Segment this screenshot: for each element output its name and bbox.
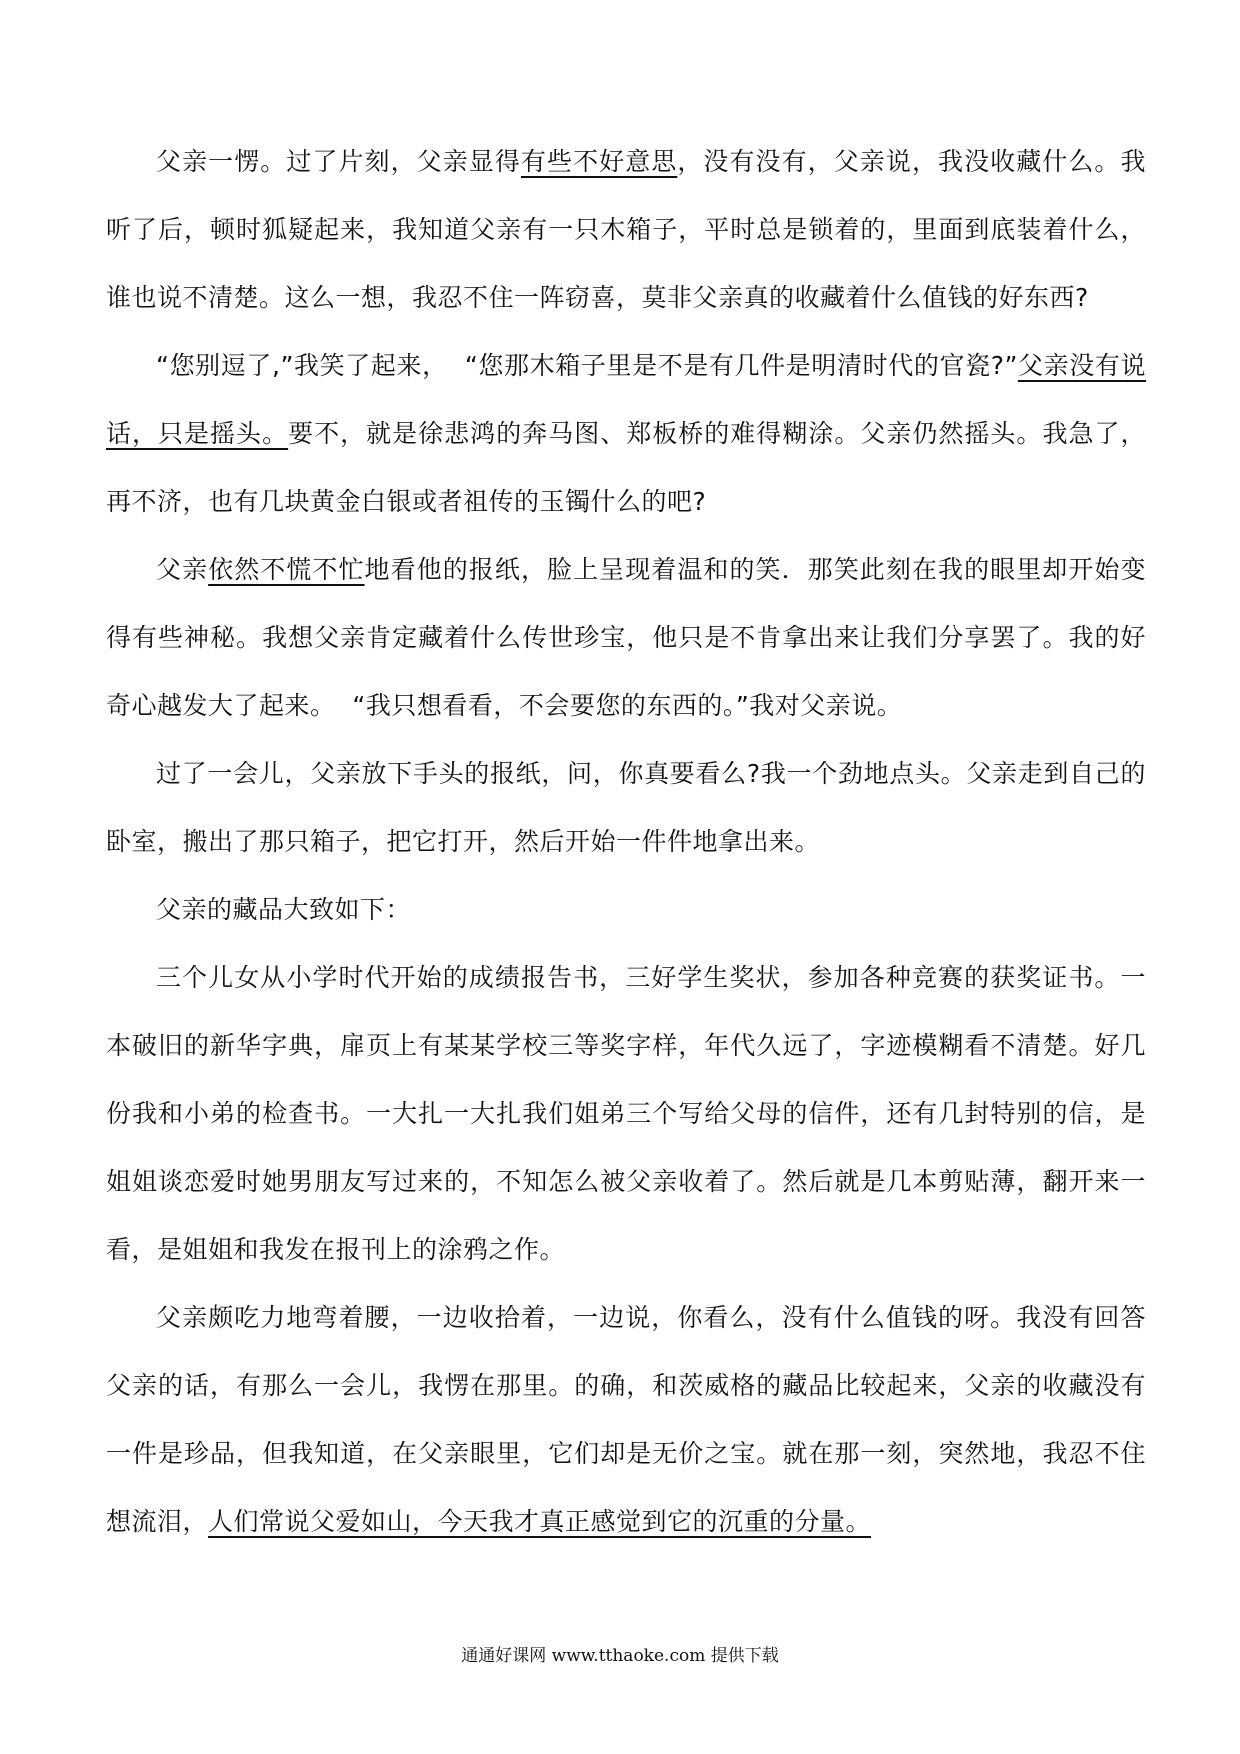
page-footer: 通通好课网 www.tthaoke.com 提供下载	[461, 1646, 779, 1666]
text-segment: “您别逗了,”我笑了起来， “您那木箱子里是不是有几件是明清时代的官瓷?”	[156, 351, 1018, 380]
text-segment: 三个儿女从小学时代开始的成绩报告书，三好学生奖状，参加各种竞赛的获奖证书。一本破旧的新华字典，扉页上有某某学校三等奖字样，年代久远了，字迹模糊看不清楚。好几份我和小弟的检查书。一大扎一大扎我们姐弟三个写给父母的信件，还有几封特别的信，是姐姐谈恋爱时她男朋友写过来的，不知怎么被父亲收着了。然后就是几本剪贴薄，翻开来一看，是姐姐和我发在报刊上的涂鸦之作。	[106, 963, 1146, 1264]
article-body	[106, 128, 1146, 1556]
text-segment: 父亲的藏品大致如下：	[156, 895, 412, 924]
paragraph-4	[106, 740, 1146, 876]
text-segment: ，没有没有，父亲说，我没收藏什么。我听了后，顿时狐疑起来，我知道父亲有一只木箱子，平时总是锁着的，里面到底装着什么，谁也说不清楚。这么一想，我忍不住一阵窃喜，莫非父亲真的收藏着什么值钱的好东西?	[106, 147, 1146, 312]
paragraph-1	[106, 128, 1146, 332]
underlined-phrase: 依然不慌不忙	[208, 555, 365, 584]
text-segment: 父亲	[156, 555, 209, 584]
paragraph-3	[106, 536, 1146, 740]
paragraph-7	[106, 1284, 1146, 1556]
text-segment: 要不，就是徐悲鸿的奔马图、郑板桥的难得糊涂。父亲仍然摇头。我急了，再不济，也有几块黄金白银或者祖传的玉镯什么的吧?	[106, 419, 1146, 516]
paragraph-5	[106, 876, 1146, 944]
text-segment: 地看他的报纸，脸上呈现着温和的笑．那笑此刻在我的眼里却开始变得有些神秘。我想父亲肯定藏着什么传世珍宝，他只是不肯拿出来让我们分享罢了。我的好奇心越发大了起来。 “我只想看看，不会要您的东西的。”我对父亲说。	[106, 555, 1146, 720]
text-segment: 过了一会儿，父亲放下手头的报纸，问，你真要看么?我一个劲地点头。父亲走到自己的卧室，搬出了那只箱子，把它打开，然后开始一件件地拿出来。	[106, 759, 1146, 856]
paragraph-2	[106, 332, 1146, 536]
underlined-phrase: 有些不好意思	[520, 147, 678, 176]
text-segment: 父亲颇吃力地弯着腰，一边收拾着，一边说，你看么，没有什么值钱的呀。我没有回答父亲的话，有那么一会儿，我愣在那里。的确，和茨威格的藏品比较起来，父亲的收藏没有一件是珍品，但我知道，在父亲眼里，它们却是无价之宝。就在那一刻，突然地，我忍不住想流泪，	[106, 1303, 1146, 1536]
underlined-phrase: 父亲没有说话，只是摇头。	[106, 351, 1146, 448]
underlined-phrase: 人们常说父爱如山，今天我才真正感觉到它的沉重的分量。	[208, 1507, 872, 1536]
paragraph-6	[106, 944, 1146, 1284]
text-segment: 父亲一愣。过了片刻，父亲显得	[156, 147, 521, 176]
